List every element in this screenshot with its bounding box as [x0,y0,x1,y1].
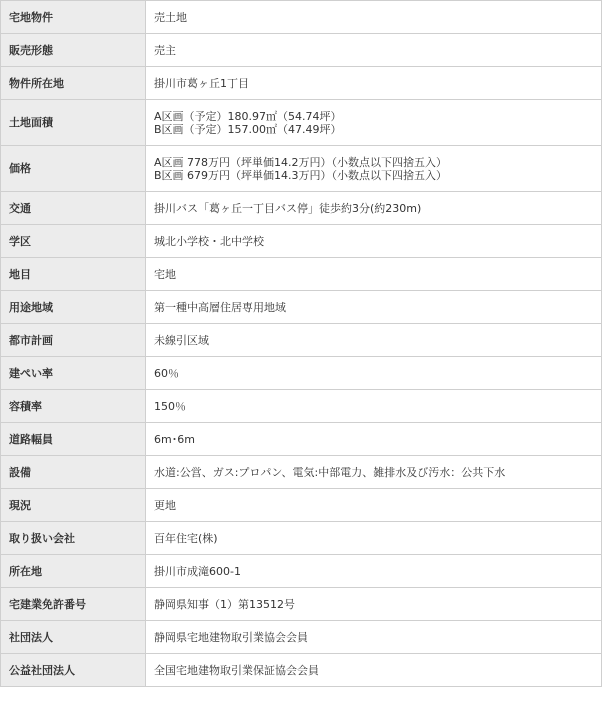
label-school-district: 学区 [1,225,146,258]
price-b: B区画 679万円（坪単価14.3万円）（小数点以下四捨五入） [154,168,448,182]
label-facilities: 設備 [1,456,146,489]
table-row-location [1,67,602,100]
value-land-area [146,100,602,146]
table-row-land-area [1,100,602,146]
table-row-floor-area-ratio [1,390,602,423]
label-floor-area-ratio: 容積率 [1,390,146,423]
table-row-company-address [1,555,602,588]
value-company-address: 掛川市成滝600-1 [146,555,602,588]
label-city-planning: 都市計画 [1,324,146,357]
value-land-category: 宅地 [146,258,602,291]
label-incorporated-association: 社団法人 [1,621,146,654]
value-floor-area-ratio: 150％ [146,390,602,423]
label-current-status: 現況 [1,489,146,522]
value-property-type: 売土地 [146,1,602,34]
value-location: 掛川市葛ヶ丘1丁目 [146,67,602,100]
label-company-address: 所在地 [1,555,146,588]
label-access: 交通 [1,192,146,225]
value-road-width: 6m･6m [146,423,602,456]
label-location: 物件所在地 [1,67,146,100]
label-sales-form: 販売形態 [1,34,146,67]
table-row-land-category [1,258,602,291]
table-row-zoning [1,291,602,324]
table-row-public-interest-association [1,654,602,687]
land-area-a: A区画（予定）180.97㎡（54.74坪） [154,109,342,123]
value-incorporated-association: 静岡県宅地建物取引業協会会員 [146,621,602,654]
table-row-property-type [1,1,602,34]
value-sales-form: 売主 [146,34,602,67]
table-row-building-coverage [1,357,602,390]
table-row-price [1,146,602,192]
table-row-current-status [1,489,602,522]
label-building-coverage: 建ぺい率 [1,357,146,390]
value-price [146,146,602,192]
table-row-sales-form [1,34,602,67]
label-land-category: 地目 [1,258,146,291]
value-current-status: 更地 [146,489,602,522]
label-land-area: 土地面積 [1,100,146,146]
table-row-access [1,192,602,225]
value-school-district: 城北小学校・北中学校 [146,225,602,258]
value-public-interest-association: 全国宅地建物取引業保証協会会員 [146,654,602,687]
table-row-facilities [1,456,602,489]
value-facilities: 水道:公営、ガス:プロパン、電気:中部電力、雑排水及び汚水：公共下水 [146,456,602,489]
value-city-planning: 未線引区域 [146,324,602,357]
table-row-road-width [1,423,602,456]
table-row-handling-company [1,522,602,555]
table-row-school-district [1,225,602,258]
label-license-number: 宅建業免許番号 [1,588,146,621]
label-public-interest-association: 公益社団法人 [1,654,146,687]
value-handling-company: 百年住宅(株) [146,522,602,555]
label-property-type: 宅地物件 [1,1,146,34]
value-building-coverage: 60％ [146,357,602,390]
table-row-incorporated-association [1,621,602,654]
label-price: 価格 [1,146,146,192]
value-access: 掛川バス「葛ヶ丘一丁目バス停」徒歩約3分(約230m) [146,192,602,225]
value-license-number: 静岡県知事（1）第13512号 [146,588,602,621]
table-row-license-number [1,588,602,621]
price-a: A区画 778万円（坪単価14.2万円）（小数点以下四捨五入） [154,155,448,169]
value-zoning: 第一種中高層住居専用地域 [146,291,602,324]
label-road-width: 道路幅員 [1,423,146,456]
table-row-city-planning [1,324,602,357]
label-handling-company: 取り扱い会社 [1,522,146,555]
label-zoning: 用途地域 [1,291,146,324]
land-area-b: B区画（予定）157.00㎡（47.49坪） [154,122,342,136]
